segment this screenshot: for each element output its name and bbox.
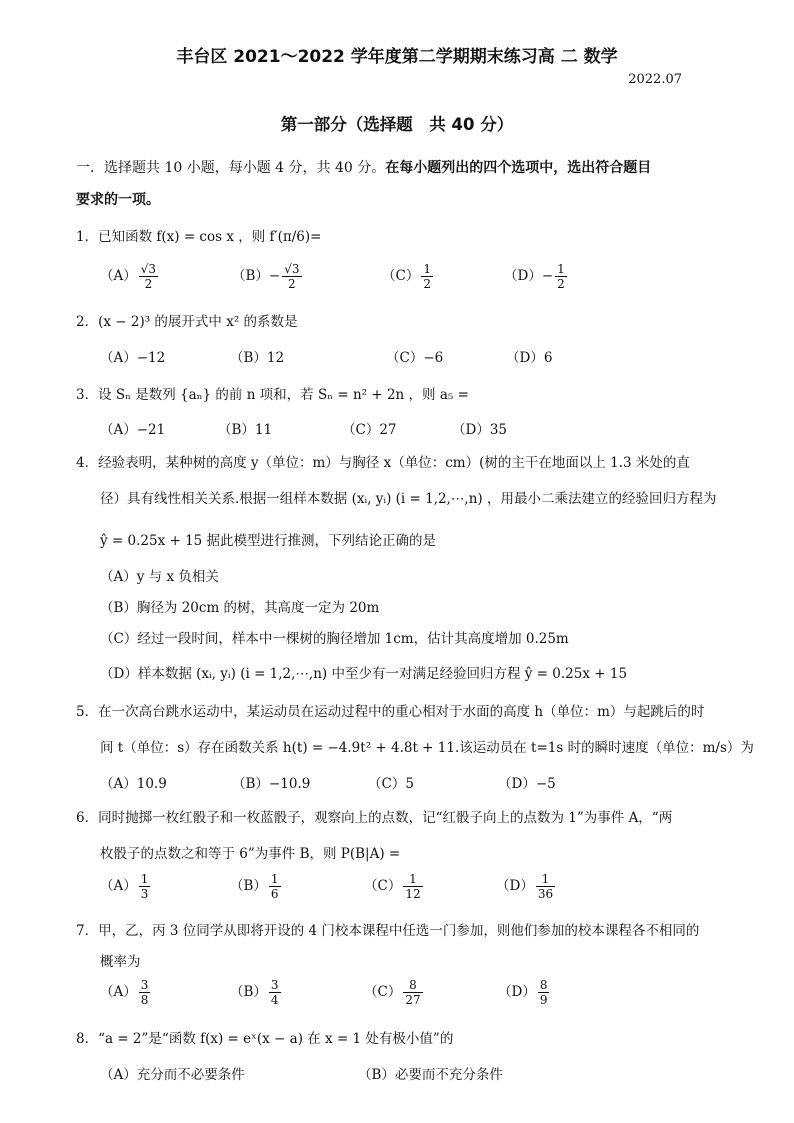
q5-option-b: （B）−10.9: [232, 776, 311, 792]
question-7-line-1: 7．甲，乙，丙 3 位同学从即将开设的 4 门校本课程中任选一门参加，则他们参加的校本课程各不相同的: [76, 923, 700, 939]
page-title: 丰台区 2021～2022 学年度第二学期期末练习高 二 数学: [176, 47, 618, 67]
question-4-line-2: 径）具有线性相关关系.根据一组样本数据 (xᵢ, yᵢ) (i = 1,2,⋯,n) ，用最小二乘法建立的经验回归方程为: [100, 491, 717, 507]
q1-option-c: （C） $\frac{1}{2}$: [382, 262, 431, 291]
q5-option-d: （D）−5: [498, 776, 556, 792]
q8-option-a: （A）充分而不必要条件: [100, 1067, 245, 1083]
section-intro-c: 要求的一项。: [76, 192, 160, 208]
section-intro: [76, 157, 651, 177]
question-4-line-1: 4．经验表明，某种树的高度 y（单位：m）与胸径 x（单位：cm）(树的主干在地面以上 1.3 米处的直: [76, 455, 690, 471]
question-5-line-2: 间 t（单位：s）存在函数关系 h(t) = −4.9t² + 4.8t + 11.该运动员在 t=1s 时的瞬时速度（单位：m/s）为: [100, 740, 754, 756]
question-6-line-2: 枚骰子的点数之和等于 6”为事件 B，则 P(B|A) =: [100, 846, 401, 862]
q2-option-a: （A）−12: [100, 350, 166, 366]
q6-option-c: （C） $\frac{1}{12}$: [364, 872, 421, 901]
question-2-stem: 2．(x − 2)³ 的展开式中 x² 的系数是: [76, 314, 298, 330]
question-6-line-1: 6．同时抛掷一枚红骰子和一枚蓝骰子，观察向上的点数，记“红骰子向上的点数为 1”为事件 A，“两: [76, 810, 673, 826]
part-heading: 第一部分（选择题 共 40 分）: [280, 115, 514, 134]
q1-option-d: （D）− $\frac{1}{2}$: [504, 262, 565, 291]
q4-option-c: （C）经过一段时间，样本中一棵树的胸径增加 1cm，估计其高度增加 0.25m: [100, 631, 569, 647]
section-intro-a: 一．选择题共 10 小题，每小题 4 分，共 40 分。: [76, 160, 386, 176]
q3-option-b: （B）11: [218, 422, 273, 438]
q3-option-d: （D）35: [452, 422, 508, 438]
q7-option-b: （B） $\frac{3}{4}$: [230, 978, 279, 1007]
q5-option-a: （A）10.9: [100, 776, 167, 792]
question-7-line-2: 概率为: [100, 954, 141, 970]
q4-option-a: （A）y 与 x 负相关: [100, 569, 219, 585]
q2-option-d: （D）6: [506, 350, 553, 366]
section-intro-b: 在每小题列出的四个选项中，选出符合题目: [385, 160, 652, 176]
q1-option-a: （A） $\frac{√3}{2}$: [100, 262, 157, 291]
q8-option-b: （B）必要而不充分条件: [358, 1067, 503, 1083]
question-5-line-1: 5．在一次高台跳水运动中，某运动员在运动过程中的重心相对于水面的高度 h（单位：m）与起跳后的时: [76, 704, 705, 720]
q1-option-b: （B）− $\frac{√3}{2}$: [232, 262, 300, 291]
q3-option-c: （C）27: [342, 422, 397, 438]
question-8-stem: 8．“a = 2”是“函数 f(x) = eˣ(x − a) 在 x = 1 处有极小值”的: [76, 1031, 454, 1047]
q6-option-b: （B） $\frac{1}{6}$: [230, 872, 279, 901]
question-3-stem: 3．设 Sₙ 是数列 {aₙ} 的前 n 项和，若 Sₙ = n² + 2n ，则 a₅ =: [76, 387, 469, 403]
q2-option-b: （B）12: [230, 350, 285, 366]
q6-option-d: （D） $\frac{1}{36}$: [496, 872, 554, 901]
q7-option-c: （C） $\frac{8}{27}$: [364, 978, 421, 1007]
exam-date: 2022.07: [628, 72, 682, 87]
q5-option-c: （C）5: [368, 776, 414, 792]
q4-option-d: （D）样本数据 (xᵢ, yᵢ) (i = 1,2,⋯,n) 中至少有一对满足经验回归方程 ŷ = 0.25x + 15: [100, 666, 628, 682]
q7-option-d: （D） $\frac{8}{9}$: [498, 978, 548, 1007]
q6-option-a: （A） $\frac{1}{3}$: [100, 872, 149, 901]
q3-option-a: （A）−21: [100, 422, 166, 438]
q7-option-a: （A） $\frac{3}{8}$: [100, 978, 149, 1007]
question-1-stem: 1．已知函数 f(x) = cos x ，则 f′(π/6)=: [76, 229, 322, 245]
q2-option-c: （C）−6: [386, 350, 444, 366]
question-4-line-3: ŷ = 0.25x + 15 据此模型进行推测，下列结论正确的是: [100, 533, 437, 549]
q4-option-b: （B）胸径为 20cm 的树，其高度一定为 20m: [100, 600, 380, 616]
